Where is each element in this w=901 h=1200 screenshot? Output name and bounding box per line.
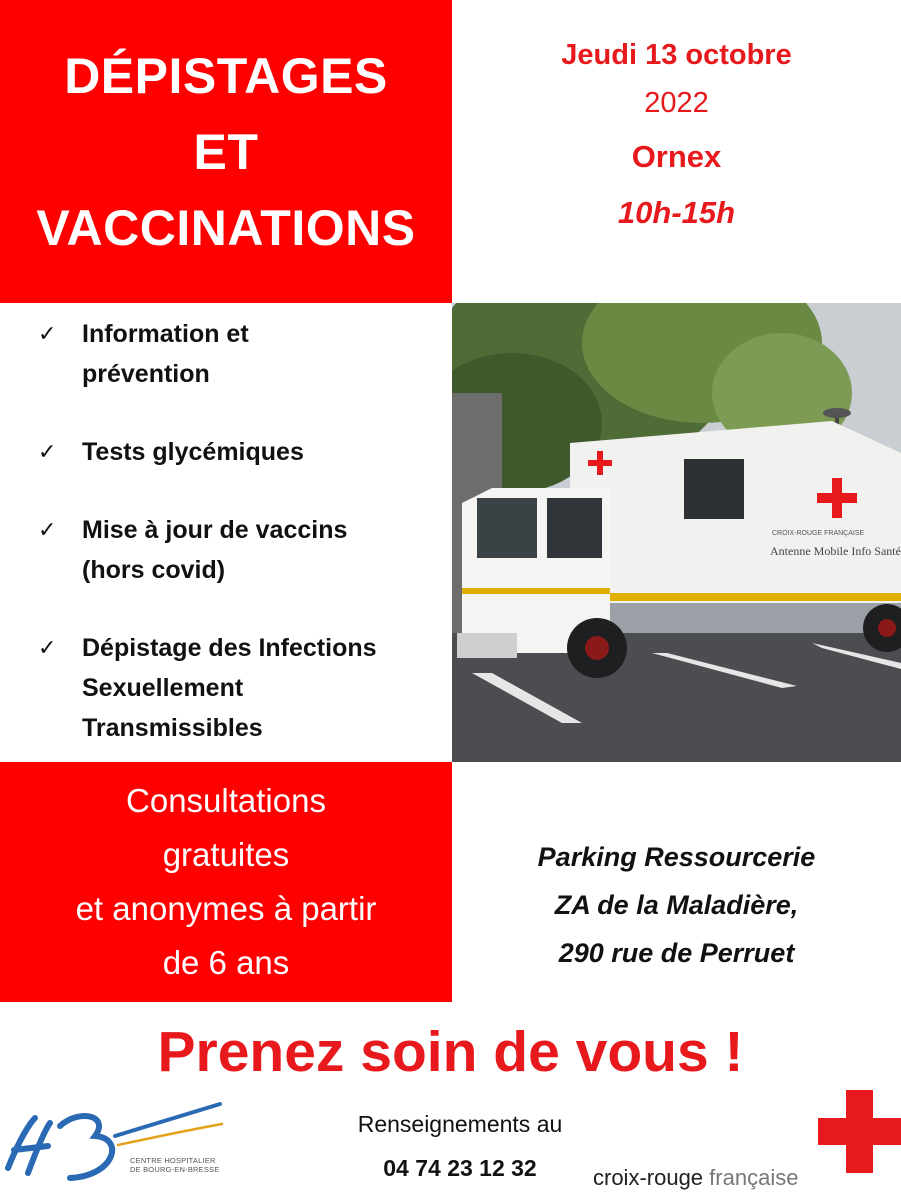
- event-time: 10h-15h: [617, 195, 736, 230]
- service-line: Sexuellement: [82, 674, 244, 702]
- title-block: [0, 0, 452, 303]
- service-line: Mise à jour de vaccins: [82, 516, 348, 544]
- address-block: [452, 833, 901, 977]
- event-day: Jeudi 13 octobre: [561, 39, 792, 71]
- address-line-3: 290 rue de Perruet: [558, 938, 795, 968]
- hb-caption-line-2: DE BOURG-EN-BRESSE: [130, 1165, 220, 1174]
- check-icon: ✓: [38, 517, 57, 542]
- check-icon: ✓: [38, 439, 57, 464]
- croix-rouge-wordmark: [593, 1163, 823, 1193]
- check-icon: ✓: [38, 635, 57, 660]
- phone-number: 04 74 23 12 32: [383, 1155, 537, 1181]
- check-icon: ✓: [38, 321, 57, 346]
- slogan: Prenez soin de vous !: [157, 1020, 744, 1084]
- crf-name-light: française: [709, 1165, 799, 1190]
- title-line-1: DÉPISTAGES: [64, 47, 388, 104]
- title-line-3: VACCINATIONS: [36, 199, 416, 256]
- service-line: (hors covid): [82, 556, 226, 584]
- service-line: prévention: [82, 360, 210, 388]
- consult-line-1: Consultations: [126, 782, 326, 819]
- truck-brand-text: CROIX-ROUGE FRANÇAISE: [772, 530, 865, 537]
- hb-caption-line-1: CENTRE HOSPITALIER: [130, 1156, 216, 1165]
- service-item: [38, 314, 448, 394]
- consult-line-4: de 6 ans: [162, 944, 290, 981]
- red-cross-icon: [818, 1090, 901, 1173]
- event-date-block: [452, 30, 901, 238]
- consult-line-2: gratuites: [162, 836, 290, 873]
- truck-photo: [452, 303, 901, 762]
- service-item: [38, 628, 448, 748]
- hb-logo: [0, 1098, 230, 1190]
- service-item: [38, 432, 448, 472]
- service-line: Tests glycémiques: [82, 438, 304, 466]
- title-line-2: ET: [193, 123, 259, 180]
- address-line-1: Parking Ressourcerie: [537, 842, 816, 872]
- event-year: 2022: [644, 87, 709, 119]
- info-label: Renseignements au: [357, 1111, 563, 1137]
- service-item: [38, 510, 448, 590]
- truck-lettering: Antenne Mobile Info Santé: [770, 544, 901, 558]
- service-line: Transmissibles: [82, 714, 263, 742]
- truck-illustration: [452, 303, 901, 762]
- consultation-block: [0, 762, 452, 1002]
- event-city: Ornex: [631, 139, 722, 174]
- services-list: [38, 314, 448, 748]
- crf-name-main: croix-rouge: [593, 1165, 704, 1190]
- hb-logo-caption: [130, 1156, 240, 1174]
- service-line: Information et: [82, 320, 249, 348]
- address-line-2: ZA de la Maladière,: [554, 890, 799, 920]
- service-line: Dépistage des Infections: [82, 634, 377, 662]
- consult-line-3: et anonymes à partir: [75, 890, 377, 927]
